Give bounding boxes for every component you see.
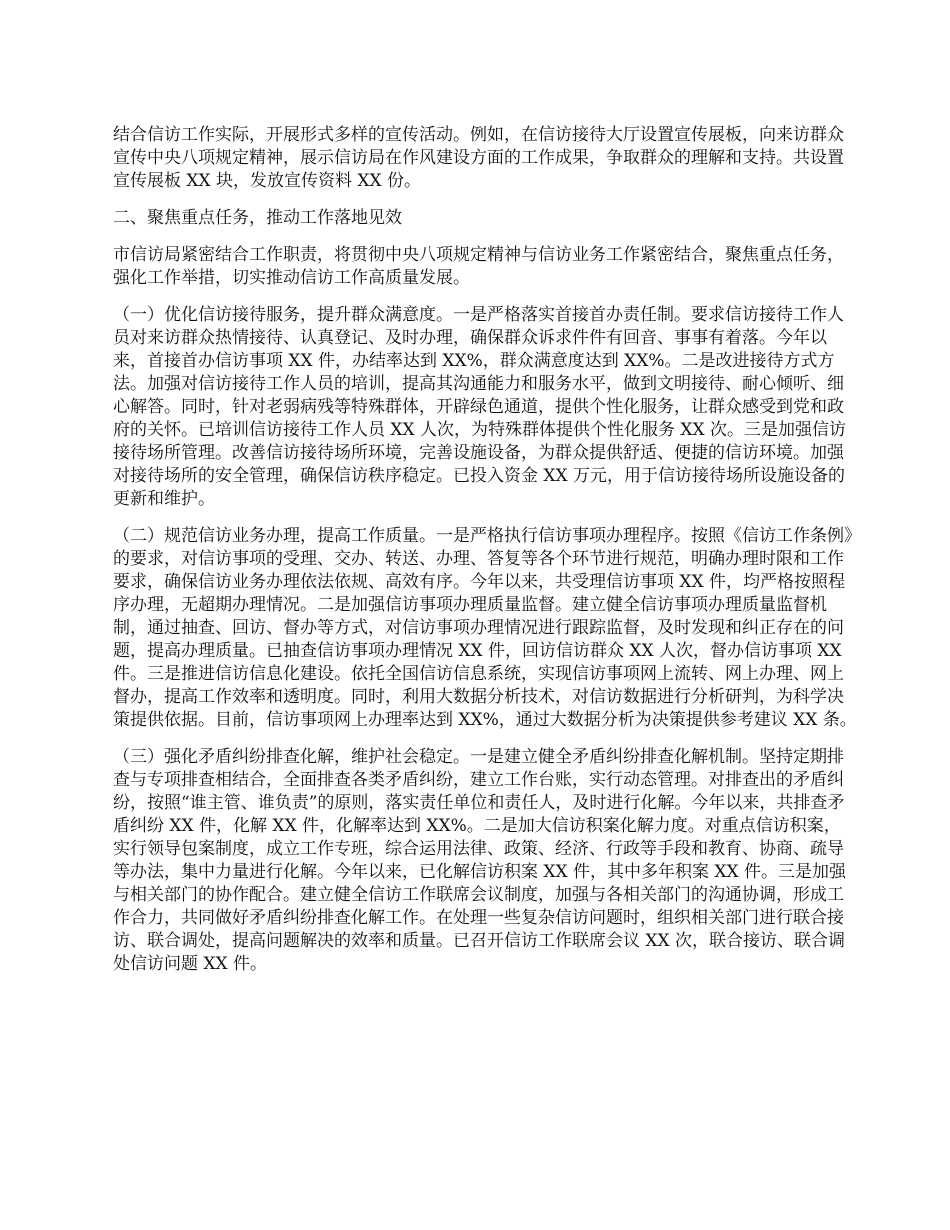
paragraph-subsection-3: （三）强化矛盾纠纷排查化解，维护社会稳定。一是建立健全矛盾纠纷排查化解机制。坚持定期排查与专项排查相结合，全面排查各类矛盾纠纷，建立工作台账，实行动态管理。对排查出的矛盾纠纷，按照“谁主管、谁负责”的原则，落实责任单位和责任人，及时进行化解。今年以来，共排查矛盾纠纷 XX 件，化解 XX 件，化解率达到 XX%。二是加大信访积案化解力度。对重点信访积案，实行领导包案制度，成立工作专班，综合运用法律、政策、经济、行政等手段和教育、协商、疏导等办法，集中力量进行化解。今年以来，已化解信访积案 XX 件，其中多年积案 XX 件。三是加强与相关部门的协作配合。建立健全信访工作联席会议制度，加强与各相关部门的沟通协调，形成工作合力，共同做好矛盾纠纷排查化解工作。在处理一些复杂信访问题时，组织相关部门进行联合接访、联合调处，提高问题解决的效率和质量。已召开信访工作联席会议 XX 次，联合接访、联合调处信访问题 XX 件。	[113, 747, 847, 974]
paragraph-subsection-2: （二）规范信访业务办理，提高工作质量。一是严格执行信访事项办理程序。按照《信访工作条例》的要求，对信访事项的受理、交办、转送、办理、答复等各个环节进行规范，明确办理时限和工作要求，确保信访业务办理依法依规、高效有序。今年以来，共受理信访事项 XX 件，均严格按照程序办理，无超期办理情况。二是加强信访事项办理质量监督。建立健全信访事项办理质量监督机制，通过抽查、回访、督办等方式，对信访事项办理情况进行跟踪监督，及时发现和纠正存在的问题，提高办理质量。已抽查信访事项办理情况 XX 件，回访信访群众 XX 人次，督办信访事项 XX 件。三是推进信访信息化建设。依托全国信访信息系统，实现信访事项网上流转、网上办理、网上督办，提高工作效率和透明度。同时，利用大数据分析技术，对信访数据进行分析研判，为科学决策提供依据。目前，信访事项网上办理率达到 XX%，通过大数据分析为决策提供参考建议 XX 条。	[113, 526, 857, 730]
paragraph-publicity: 结合信访工作实际，开展形式多样的宣传活动。例如，在信访接待大厅设置宣传展板，向来访群众宣传中央八项规定精神，展示信访局在作风建设方面的工作成果，争取群众的理解和支持。共设置宣传展板 XX 块，发放宣传资料 XX 份。	[113, 125, 844, 191]
paragraph-subsection-1: （一）优化信访接待服务，提升群众满意度。一是严格落实首接首办责任制。要求信访接待工作人员对来访群众热情接待、认真登记、及时办理，确保群众诉求件件有回音、事事有着落。今年以来，首接首办信访事项 XX 件，办结率达到 XX%，群众满意度达到 XX%。二是改进接待方式方法。加强对信访接待工作人员的培训，提高其沟通能力和服务水平，做到文明接待、耐心倾听、细心解答。同时，针对老弱病残等特殊群体，开辟绿色通道，提供个性化服务，让群众感受到党和政府的关怀。已培训信访接待工作人员 XX 人次，为特殊群体提供个性化服务 XX 次。三是加强信访接待场所管理。改善信访接待场所环境，完善设施设备，为群众提供舒适、便捷的信访环境。加强对接待场所的安全管理，确保信访秩序稳定。已投入资金 XX 万元，用于信访接待场所设施设备的更新和维护。	[113, 305, 847, 509]
section-heading-2: 二、聚焦重点任务，推动工作落地见效	[113, 208, 402, 228]
paragraph-section-intro: 市信访局紧密结合工作职责，将贯彻中央八项规定精神与信访业务工作紧密结合，聚焦重点任务，强化工作举措，切实推动信访工作高质量发展。	[113, 245, 844, 288]
document-body	[113, 124, 857, 990]
